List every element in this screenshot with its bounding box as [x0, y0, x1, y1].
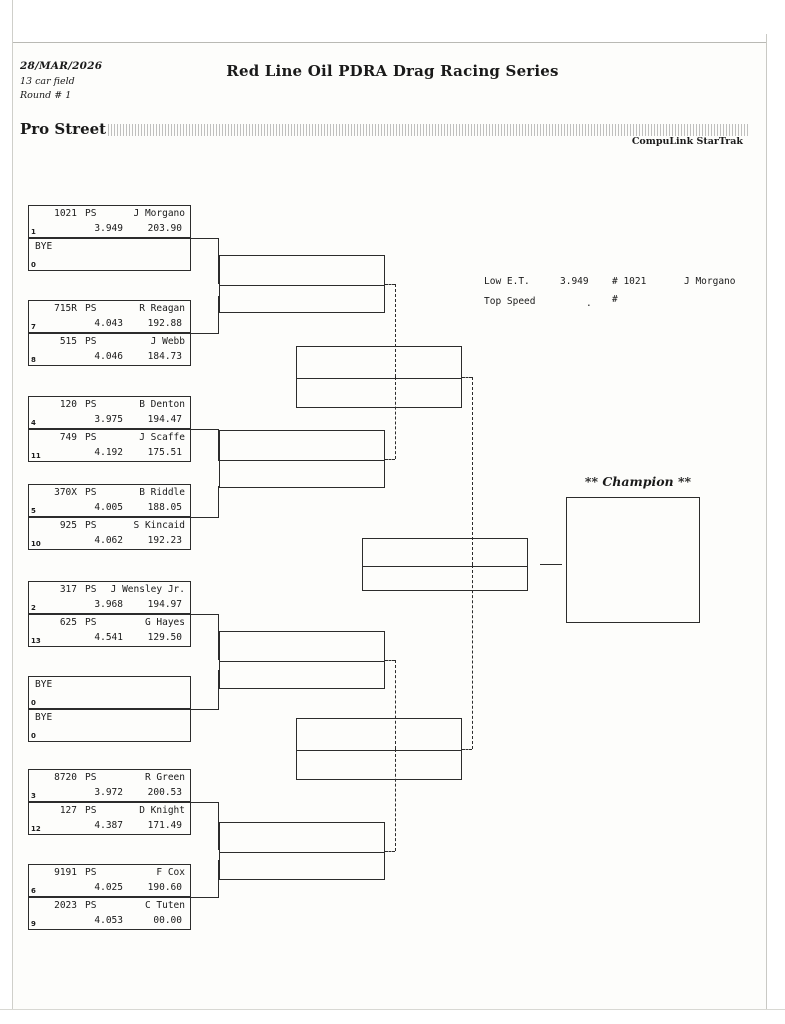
entry-seed: 1 — [31, 228, 36, 236]
entry-mph: 184.73 — [147, 351, 182, 362]
entry-row[interactable] — [28, 333, 191, 366]
entry-seed: 12 — [31, 825, 41, 833]
entry-row[interactable] — [28, 769, 191, 802]
entry-mph: 194.97 — [147, 599, 182, 610]
entry-driver: G Hayes — [144, 617, 185, 628]
connector-line-dashed — [385, 851, 395, 852]
entry-row[interactable] — [28, 864, 191, 897]
connector-line — [191, 897, 219, 898]
entry-seed: 0 — [31, 732, 36, 740]
connector-line-dashed — [462, 377, 472, 378]
entry-car: 317 — [59, 584, 77, 595]
entry-class: PS — [85, 867, 97, 878]
connector-line — [218, 238, 219, 284]
round3-slot[interactable] — [296, 346, 462, 408]
entry-seed: 2 — [31, 604, 36, 612]
entry-mph: 194.47 — [147, 414, 182, 425]
connector-line — [218, 296, 219, 334]
connector-line — [191, 238, 219, 239]
connector-line — [191, 614, 219, 615]
entry-car: BYE — [35, 241, 53, 252]
entry-row[interactable] — [28, 517, 191, 550]
entry-seed: 5 — [31, 507, 36, 515]
entry-mph: 190.60 — [147, 882, 182, 893]
entry-mph: 192.23 — [147, 535, 182, 546]
page-title: Red Line Oil PDRA Drag Racing Series — [226, 62, 559, 80]
low-et-driver: J Morgano — [684, 276, 736, 287]
entry-mph: 192.88 — [147, 318, 182, 329]
entry-car: 370X — [54, 487, 77, 498]
entry-seed: 10 — [31, 540, 41, 548]
slot-divider — [220, 285, 384, 286]
connector-line — [218, 614, 219, 660]
page-edge-left — [0, 0, 13, 1024]
low-et-value: 3.949 — [560, 276, 589, 287]
entry-et: 4.053 — [94, 915, 123, 926]
entry-driver: R Green — [144, 772, 185, 783]
entry-class: PS — [85, 208, 97, 219]
entry-car: 715R — [54, 303, 77, 314]
entry-class: PS — [85, 900, 97, 911]
connector-line-dashed — [395, 377, 396, 459]
connector-line — [191, 429, 219, 430]
page-edge-top — [0, 0, 785, 43]
entry-seed: 8 — [31, 356, 36, 364]
entry-mph: 175.51 — [147, 447, 182, 458]
round-number: Round # 1 — [20, 90, 72, 101]
entry-seed: 3 — [31, 792, 36, 800]
entry-row[interactable] — [28, 205, 191, 238]
entry-row[interactable] — [28, 676, 191, 709]
entry-et: 4.025 — [94, 882, 123, 893]
entry-car: 120 — [59, 399, 77, 410]
entry-mph: 200.53 — [147, 787, 182, 798]
top-speed-label: Top Speed — [484, 296, 536, 307]
entry-mph: 188.05 — [147, 502, 182, 513]
entry-et: 4.005 — [94, 502, 123, 513]
entry-row[interactable] — [28, 581, 191, 614]
entry-seed: 0 — [31, 261, 36, 269]
entry-class: PS — [85, 336, 97, 347]
entry-seed: 7 — [31, 323, 36, 331]
entry-driver: J Webb — [150, 336, 185, 347]
entry-seed: 0 — [31, 699, 36, 707]
class-rule-divider — [108, 124, 748, 136]
entry-car: BYE — [35, 679, 53, 690]
entry-row[interactable] — [28, 897, 191, 930]
entry-row[interactable] — [28, 429, 191, 462]
entry-driver: D Knight — [139, 805, 185, 816]
slot-divider — [220, 661, 384, 662]
entry-driver: J Wensley Jr. — [110, 584, 185, 595]
entry-row[interactable] — [28, 614, 191, 647]
entry-et: 4.541 — [94, 632, 123, 643]
round2-slot[interactable] — [219, 430, 385, 488]
slot-divider — [297, 750, 461, 751]
entry-driver: R Reagan — [139, 303, 185, 314]
connector-line-dashed — [472, 377, 473, 565]
connector-line — [218, 486, 219, 518]
event-date: 28/MAR/2026 — [20, 60, 103, 72]
entry-car: BYE — [35, 712, 53, 723]
entry-car: 127 — [59, 805, 77, 816]
entry-mph: 203.90 — [147, 223, 182, 234]
connector-line-dashed — [395, 284, 396, 377]
entry-seed: 6 — [31, 887, 36, 895]
entry-class: PS — [85, 617, 97, 628]
entry-mph: 171.49 — [147, 820, 182, 831]
connector-line — [191, 333, 219, 334]
connector-line-dashed — [472, 565, 473, 749]
entry-et: 4.062 — [94, 535, 123, 546]
entry-driver: J Morgano — [133, 208, 185, 219]
entry-car: 625 — [59, 617, 77, 628]
entry-row[interactable] — [28, 484, 191, 517]
slot-divider — [363, 566, 527, 567]
connector-line — [218, 670, 219, 710]
connector-line-dashed — [395, 749, 396, 851]
connector-line-dashed — [395, 660, 396, 749]
low-et-car: # 1021 — [612, 276, 647, 287]
connector-line — [191, 709, 219, 710]
connector-line — [191, 802, 219, 803]
entry-et: 3.975 — [94, 414, 123, 425]
car-field-count: 13 car field — [20, 76, 75, 87]
round2-slot[interactable] — [219, 631, 385, 689]
entry-et: 4.387 — [94, 820, 123, 831]
entry-seed: 11 — [31, 452, 41, 460]
entry-class: PS — [85, 584, 97, 595]
connector-line — [218, 860, 219, 898]
entry-class: PS — [85, 399, 97, 410]
entry-car: 8720 — [54, 772, 77, 783]
round3-slot[interactable] — [296, 718, 462, 780]
connector-line — [540, 564, 562, 565]
connector-line — [218, 802, 219, 850]
slot-divider — [220, 460, 384, 461]
entry-class: PS — [85, 432, 97, 443]
entry-class: PS — [85, 805, 97, 816]
entry-car: 1021 — [54, 208, 77, 219]
entry-mph: 00.00 — [153, 915, 182, 926]
connector-line — [218, 429, 219, 461]
entry-car: 2023 — [54, 900, 77, 911]
entry-et: 3.972 — [94, 787, 123, 798]
connector-line — [191, 517, 219, 518]
slot-divider — [297, 378, 461, 379]
entry-car: 515 — [59, 336, 77, 347]
entry-mph: 129.50 — [147, 632, 182, 643]
slot-divider — [220, 852, 384, 853]
low-et-label: Low E.T. — [484, 276, 530, 287]
entry-driver: B Riddle — [139, 487, 185, 498]
entry-row[interactable] — [28, 396, 191, 429]
entry-seed: 13 — [31, 637, 41, 645]
round2-slot[interactable] — [219, 822, 385, 880]
entry-driver: C Tuten — [144, 900, 185, 911]
entry-driver: F Cox — [156, 867, 185, 878]
page-edge-bottom — [0, 1009, 785, 1024]
class-title: Pro Street — [20, 120, 107, 138]
connector-line-dashed — [462, 749, 472, 750]
top-speed-car: # — [612, 294, 618, 305]
entry-et: 4.192 — [94, 447, 123, 458]
entry-row[interactable] — [28, 709, 191, 742]
entry-seed: 4 — [31, 419, 36, 427]
top-speed-value: . — [586, 298, 592, 309]
entry-driver: B Denton — [139, 399, 185, 410]
entry-driver: J Scaffe — [139, 432, 185, 443]
round2-slot[interactable] — [219, 255, 385, 313]
entry-et: 3.968 — [94, 599, 123, 610]
entry-car: 9191 — [54, 867, 77, 878]
entry-et: 4.046 — [94, 351, 123, 362]
entry-class: PS — [85, 487, 97, 498]
entry-class: PS — [85, 303, 97, 314]
timing-system-label: CompuLink StarTrak — [631, 136, 743, 147]
entry-car: 925 — [59, 520, 77, 531]
entry-driver: S Kincaid — [133, 520, 185, 531]
entry-class: PS — [85, 520, 97, 531]
entry-et: 4.043 — [94, 318, 123, 329]
page-edge-right — [766, 34, 785, 1024]
entry-row[interactable] — [28, 802, 191, 835]
entry-car: 749 — [59, 432, 77, 443]
entry-row[interactable] — [28, 238, 191, 271]
connector-line-dashed — [385, 284, 395, 285]
champion-box[interactable] — [566, 497, 700, 623]
entry-seed: 9 — [31, 920, 36, 928]
connector-line-dashed — [385, 660, 395, 661]
entry-row[interactable] — [28, 300, 191, 333]
entry-et: 3.949 — [94, 223, 123, 234]
connector-line-dashed — [385, 459, 395, 460]
entry-class: PS — [85, 772, 97, 783]
champion-label: ** Champion ** — [584, 474, 692, 489]
final-slot[interactable] — [362, 538, 528, 591]
